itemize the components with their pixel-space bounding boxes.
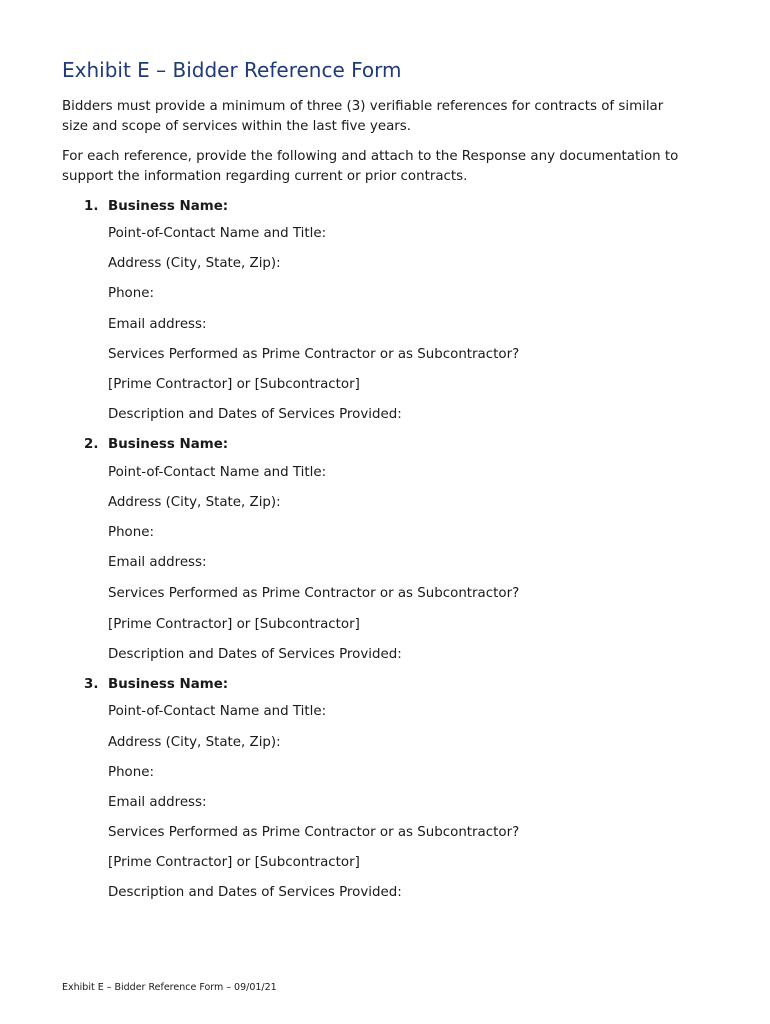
services-performed-question: Services Performed as Prime Contractor or as Subcontractor? — [108, 347, 520, 362]
reference-number: 2. — [84, 437, 99, 452]
services-description-field: Description and Dates of Services Provided: — [108, 647, 402, 662]
email-field: Email address: — [108, 317, 207, 332]
business-name-label: Business Name: — [108, 677, 229, 692]
address-field: Address (City, State, Zip): — [108, 495, 281, 510]
email-field: Email address: — [108, 795, 207, 810]
contractor-type-options: [Prime Contractor] or [Subcontractor] — [108, 377, 360, 392]
address-field: Address (City, State, Zip): — [108, 735, 281, 750]
services-description-field: Description and Dates of Services Provided: — [108, 407, 402, 422]
reference-number: 1. — [84, 199, 99, 214]
services-description-field: Description and Dates of Services Provided: — [108, 885, 402, 900]
business-name-label: Business Name: — [108, 199, 229, 214]
contact-name-field: Point-of-Contact Name and Title: — [108, 226, 327, 241]
services-performed-question: Services Performed as Prime Contractor or as Subcontractor? — [108, 586, 520, 601]
business-name-label: Business Name: — [108, 437, 229, 452]
services-performed-question: Services Performed as Prime Contractor or as Subcontractor? — [108, 825, 520, 840]
phone-field: Phone: — [108, 525, 154, 540]
contact-name-field: Point-of-Contact Name and Title: — [108, 704, 327, 719]
contractor-type-options: [Prime Contractor] or [Subcontractor] — [108, 617, 360, 632]
page-footer: Exhibit E – Bidder Reference Form – 09/01/21 — [62, 982, 277, 993]
phone-field: Phone: — [108, 286, 154, 301]
reference-number: 3. — [84, 677, 99, 692]
contractor-type-options: [Prime Contractor] or [Subcontractor] — [108, 855, 360, 870]
email-field: Email address: — [108, 555, 207, 570]
contact-name-field: Point-of-Contact Name and Title: — [108, 465, 327, 480]
page-title: Exhibit E – Bidder Reference Form — [62, 58, 402, 82]
instructions-paragraph: For each reference, provide the following and attach to the Response any documentation to support the information regarding current or prior contracts. — [62, 149, 679, 184]
address-field: Address (City, State, Zip): — [108, 256, 281, 271]
phone-field: Phone: — [108, 765, 154, 780]
intro-paragraph: Bidders must provide a minimum of three (3) verifiable references for contracts of similar size and scope of services within the last five years. — [62, 99, 664, 134]
